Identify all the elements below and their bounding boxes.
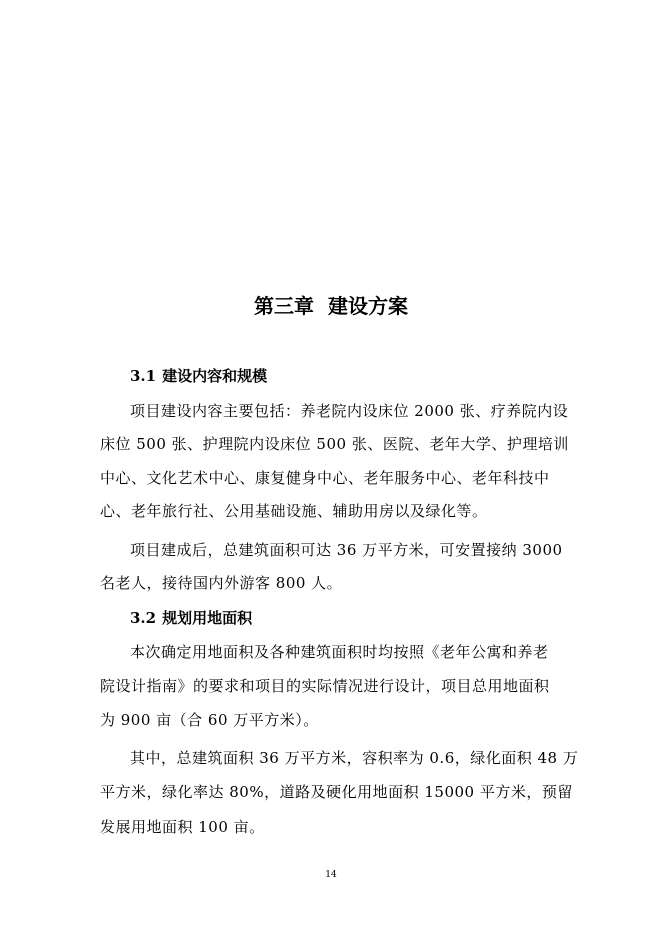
paragraph-line: 中心、文化艺术中心、康复健身中心、老年服务中心、老年科技中: [100, 469, 550, 487]
section-number: 3.1: [130, 367, 157, 385]
section-heading-3-1: [130, 362, 267, 390]
chapter-title: 第三章 建设方案: [254, 294, 408, 318]
section-heading-3-2: [130, 604, 252, 632]
paragraph-line: 为 900 亩（合 60 万平方米）。: [100, 711, 319, 729]
section-title: 规划用地面积: [162, 609, 253, 627]
paragraph-line: 名老人，接待国内外游客 800 人。: [100, 574, 343, 592]
page-number: 14: [325, 870, 337, 880]
paragraph-line: 其中，总建筑面积 36 万平方米，容积率为 0.6，绿化面积 48 万: [130, 749, 579, 767]
paragraph-line: 平方米，绿化率达 80%，道路及硬化用地面积 15000 平方米，预留: [100, 783, 573, 801]
section-title: 建设内容和规模: [162, 367, 268, 385]
paragraph-line: 床位 500 张、护理院内设床位 500 张、医院、老年大学、护理培训: [100, 435, 569, 453]
paragraph-line: 项目建成后，总建筑面积可达 36 万平方米，可安置接纳 3000: [130, 541, 563, 559]
paragraph-line: 本次确定用地面积及各种建筑面积时均按照《老年公寓和养老: [130, 643, 549, 661]
paragraph-line: 项目建设内容主要包括：养老院内设床位 2000 张、疗养院内设: [130, 402, 569, 420]
section-number: 3.2: [130, 609, 157, 627]
paragraph-line: 发展用地面积 100 亩。: [100, 818, 265, 836]
paragraph-line: 心、老年旅行社、公用基础设施、辅助用房以及绿化等。: [100, 502, 488, 520]
paragraph-line: 院设计指南》的要求和项目的实际情况进行设计，项目总用地面积: [100, 677, 550, 695]
